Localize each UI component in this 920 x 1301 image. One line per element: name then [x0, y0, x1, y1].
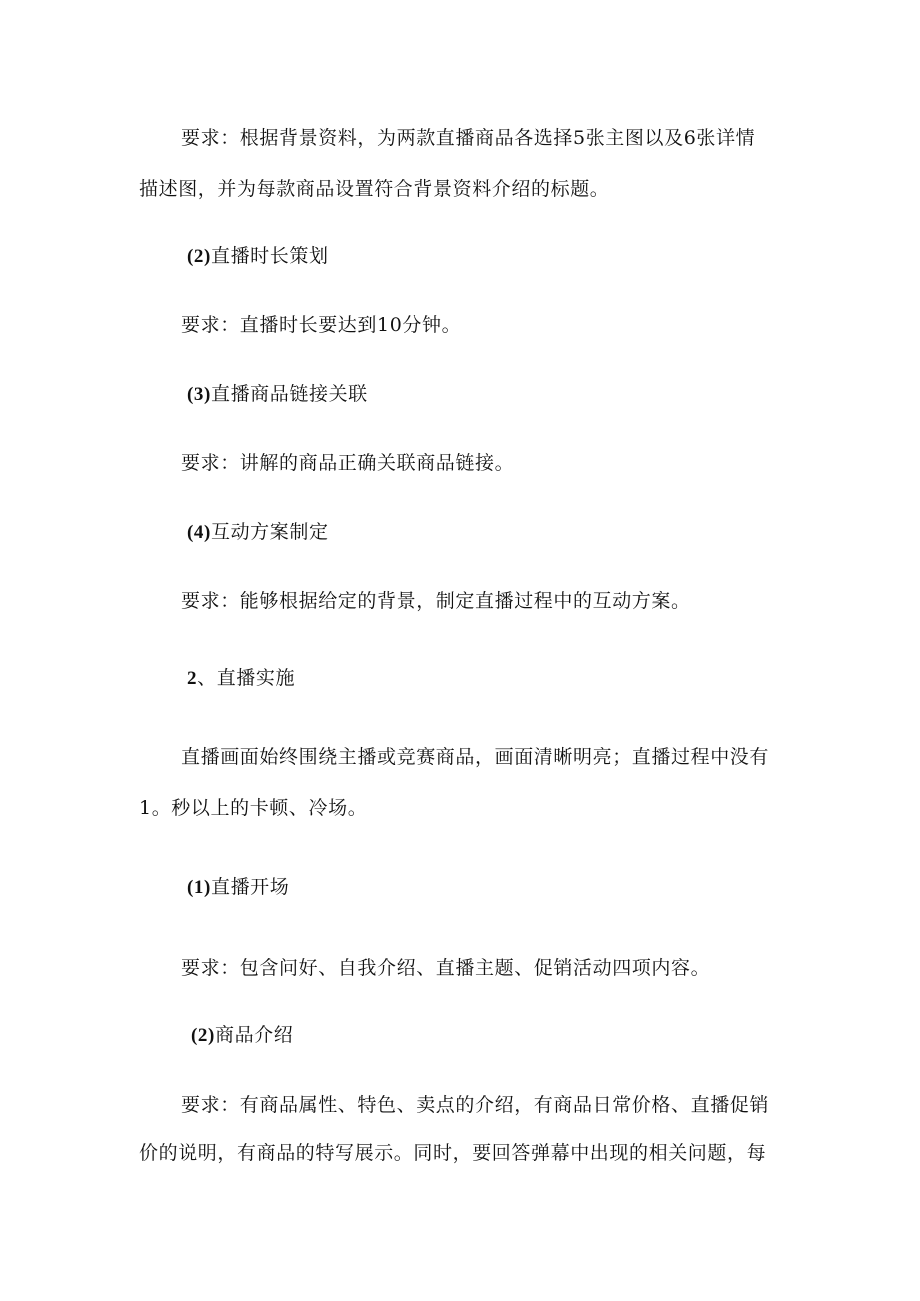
subheading [187, 874, 289, 901]
subheading-number: (2) [187, 246, 211, 267]
paragraph-line: 要求：包含问好、自我介绍、直播主题、促销活动四项内容。 [181, 957, 711, 979]
paragraph-line: 要求：能够根据给定的背景，制定直播过程中的互动方案。 [181, 590, 691, 612]
subheading-number: (1) [187, 877, 211, 898]
subheading-text: 商品介绍 [214, 1024, 294, 1046]
paragraph-line: 要求：讲解的商品正确关联商品链接。 [181, 452, 515, 474]
paragraph-line: 价的说明，有商品的特写展示。同时，要回答弹幕中出现的相关问题，每 [139, 1142, 767, 1164]
paragraph-line: 要求：有商品属性、特色、卖点的介绍，有商品日常价格、直播促销 [181, 1094, 770, 1116]
subheading-text: 互动方案制定 [210, 521, 329, 543]
subheading-text: 直播开场 [210, 876, 290, 898]
subheading [187, 243, 329, 270]
paragraph-line: 要求：直播时长要达到10分钟。 [181, 314, 462, 336]
paragraph-line: 要求：根据背景资料，为两款直播商品各选择5张主图以及6张详情 [181, 127, 756, 149]
subheading [187, 381, 368, 408]
subheading-number: (3) [187, 384, 211, 405]
paragraph-line: 1。秒以上的卡顿、冷场。 [139, 797, 368, 819]
paragraph-line: 描述图，并为每款商品设置符合背景资料介绍的标题。 [139, 178, 610, 200]
section-number: 2 [187, 668, 198, 689]
section-heading [187, 665, 295, 692]
subheading [191, 1022, 293, 1049]
subheading-text: 直播商品链接关联 [210, 383, 368, 405]
section-text: 、直播实施 [197, 667, 296, 689]
subheading [187, 519, 329, 546]
subheading-number: (2) [191, 1025, 215, 1046]
paragraph-line: 直播画面始终围绕主播或竞赛商品，画面清晰明亮；直播过程中没有 [181, 746, 770, 768]
subheading-number: (4) [187, 522, 211, 543]
subheading-text: 直播时长策划 [210, 245, 329, 267]
